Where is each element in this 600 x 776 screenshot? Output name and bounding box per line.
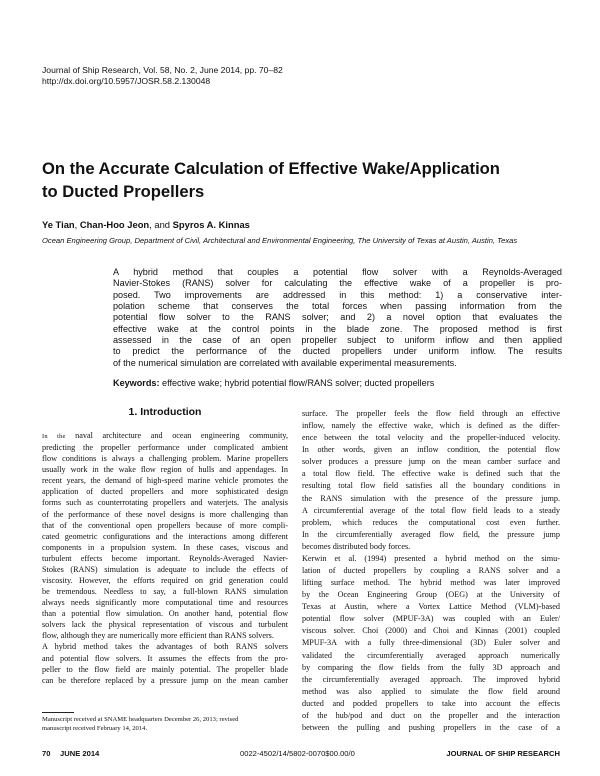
body-line: and potential flow solvers. It assumes the effects from the pro- [42,653,288,663]
body-line: that of the conventional open propellers because of more compli- [42,520,288,530]
body-line [42,430,288,442]
body-line: viscosity. However, the efforts required on grid generation could [42,576,288,586]
keywords-text: effective wake; hybrid potential flow/RANS solver; ducted propellers [159,378,435,388]
body-line: cated geometric configurations and the interactions among different [42,531,288,541]
body-line: components in a propulsion system. In these cases, viscous and [42,542,288,552]
abstract-line: assessed in the case of an open propeller subject to uniform inflow and then applied [113,335,562,346]
keywords-label: Keywords: [113,378,160,388]
body-line: solvers lack the physical representation of viscous and turbulent [42,620,288,630]
body-line: than a potential flow simulation. On another hand, potential flow [42,609,288,619]
body-line: In the circumferentially averaged flow field, the pressure jump [302,529,560,539]
body-line: between the pulling and pushing propellers in the case of a [302,723,560,733]
body-line-text: naval architecture and ocean engineering community, [65,431,288,440]
abstract-line: A hybrid method that couples a potential flow solver with a Reynolds-Averaged [113,267,562,277]
body-line: always needs significantly more computational time and resources [42,598,288,608]
body-line: Texas at Austin, where a Vortex Lattice Method (VLM)-based [302,602,560,612]
issue-date: JUNE 2014 [60,749,100,758]
body-line: flow, although they are numerically more efficient than RANS solvers. [42,631,274,641]
body-line: be tremendous. Needless to say, a full-blown RANS simulation [42,587,288,597]
body-line: viscous solver. Choi (2000) and Choi and Kinnas (2001) coupled [302,626,560,636]
body-line: A hybrid method takes the advantages of both RANS solvers [42,642,288,652]
body-line: method was also applied to simulate the flow field around [302,686,560,696]
footnote [42,716,288,734]
body-line: peller to the flow field are mainly potential. The propeller blade [42,664,288,674]
body-line: flow conditions is always a challenging problem. Marine propellers [42,454,288,464]
body-line: ducted and podded propellers to take into account the effects [302,698,560,708]
section-heading: 1. Introduction [128,406,202,418]
abstract-line: of the numerical simulation are correlated with available experimental measurements. [113,357,457,368]
abstract-line: to predict the performance of the ducted propellers under uniform inflow. The results [113,346,562,357]
running-journal-name: JOURNAL OF SHIP RESEARCH [446,749,560,758]
footnote-divider [42,712,74,713]
title-line-2: to Ducted Propellers [42,181,205,201]
body-line: can be therefore replaced by a pressure jump on the mean camber [42,675,288,685]
page-number: 70 [42,749,51,758]
abstract-line: posed. Two improvements are addressed in this method: 1) a conservative inter- [113,289,562,300]
author-separator: , [74,219,80,230]
body-line: the RANS simulation with the presence of the pressure jump. [302,493,560,503]
body-line: usually work in the wake flow region of hulls and appendages. In [42,465,288,475]
dropcap-text: In the [42,433,66,440]
body-line: problem, which reduces the computational cost even further. [302,517,560,527]
page-footer [42,749,560,761]
body-line: resulting total flow field satisfies all the boundary conditions in [302,481,560,491]
body-line: predicting the propeller performance under complicated ambient [42,443,288,453]
journal-info [42,65,283,87]
body-line: potential flow solver (MPUF-3A) was coupled with an Euler/ [302,614,560,624]
body-line: by comparing the flow fields from the fully 3D approach and [302,662,560,672]
author-affiliation: Ocean Engineering Group, Department of Civil, Architectural and Environmental Engineering, The University of Texas at Austin, Austin, Texas [42,236,518,245]
body-line: validated the circumferentially averaged approach numerically [302,650,560,660]
body-line: ence between the total velocity and the propeller-induced velocity. [302,433,560,443]
footnote-line: manuscript received February 14, 2014. [42,724,148,732]
body-column-left [42,430,288,686]
body-line: solver produces a pressure jump on the mean camber surface and [302,457,560,467]
body-line: MPUF-3A with a fully three-dimensional (3D) Euler solver and [302,638,560,648]
body-line: surface. The propeller feels the flow field through an effective [302,409,560,418]
abstract-line: Navier-Stokes (RANS) solver for calculating the effective wake of a propeller is pro- [113,278,562,289]
keywords [113,378,562,388]
author-name: Chan-Hoo Jeon [79,219,150,230]
paper-title [42,158,562,203]
body-line: lation of ducted propellers by coupling a RANS solver and a [302,566,560,576]
body-line: Kerwin et al. (1994) presented a hybrid method on the simu- [302,553,560,563]
body-line: forms such as counterrotating propellers and waterjets. The analysis [42,498,288,508]
body-line: a total flow field. The effective wake is defined such that the [302,469,560,479]
title-line-1: On the Accurate Calculation of Effective Wake/Application [42,159,500,178]
body-line: Stokes (RANS) simulation is adequate to include the effects of [42,564,288,574]
body-line: lifting surface method. The hybrid method was later improved [302,578,560,588]
journal-citation: Journal of Ship Research, Vol. 58, No. 2, June 2014, pp. 70–82 [42,65,283,75]
author-separator: , and [149,219,173,230]
body-line: recent years, the demand of high-speed marine vehicle promotes the [42,476,288,486]
body-line: by the Ocean Engineering Group (OEG) at the University of [302,590,560,600]
author-name: Spyros A. Kinnas [172,219,250,230]
body-line: the circumferentially averaged approach. The improved hybrid [302,674,560,684]
body-column-right [302,408,560,734]
body-line: In other words, given an inflow condition, the potential flow [302,445,560,455]
body-line: turbulent effects become important. Reynolds-Averaged Navier- [42,553,288,563]
author-list [42,219,250,230]
footnote-line: Manuscript received at SNAME headquarters December 26, 2013; revised [42,716,239,723]
body-line: application of ducted propellers and more sophisticated design [42,487,288,497]
body-line: of the performance of these novel designs is more challenging than [42,509,288,519]
abstract [113,267,562,369]
body-line: inflow, namely the effective wake, which is defined as the differ- [302,421,560,431]
abstract-line: potential flow solver to the RANS solver; and 2) a novel option that evaluates the [113,312,562,323]
body-line: becomes distributed body forces. [302,541,411,551]
body-line: of the hub/pod and duct on the propeller and the interaction [302,710,560,720]
abstract-line: effective wake at the control points in the blade zone. The proposed method is first [113,323,562,334]
article-identifier: 0022-4502/14/5802-0070$00.00/0 [240,749,355,758]
abstract-line: polation scheme that conserves the total forces when passing information from the [113,301,562,312]
author-name: Ye Tian [42,219,75,230]
doi-link[interactable]: http://dx.doi.org/10.5957/JOSR.58.2.130048 [42,76,211,86]
body-line: A circumferential average of the total flow field leads to a steady [302,505,560,515]
